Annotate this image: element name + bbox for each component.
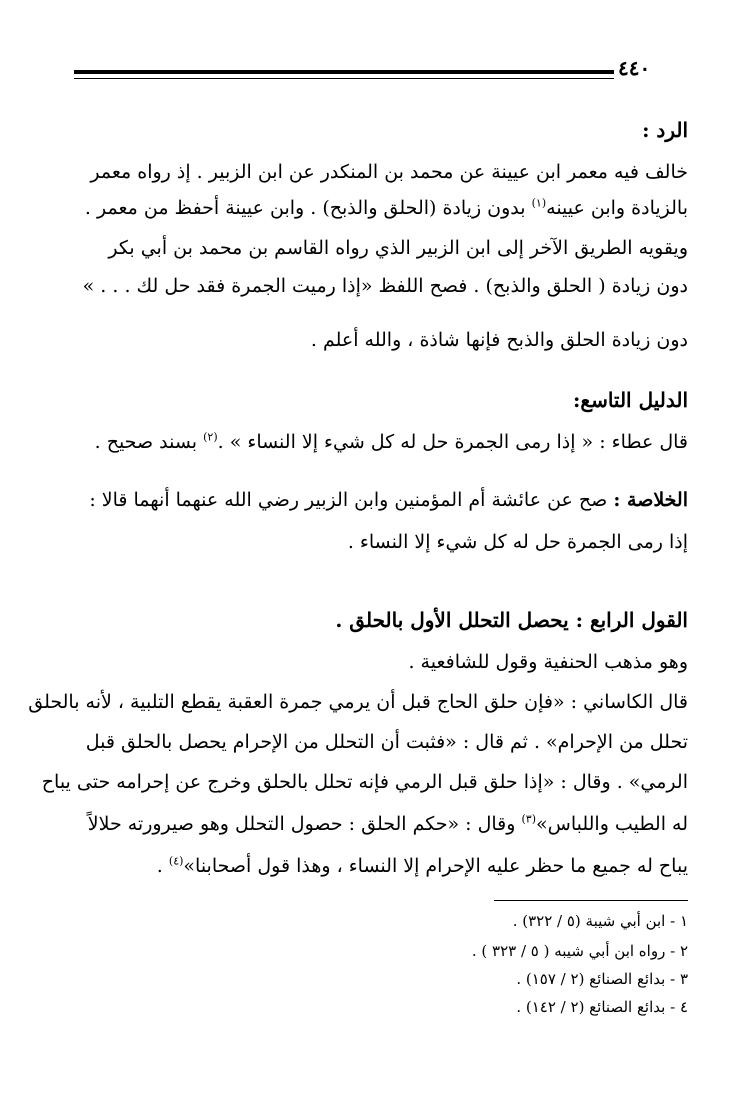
ninth-line	[68, 424, 688, 460]
fourth-line	[68, 806, 688, 842]
reply-heading: الرد :	[642, 118, 688, 142]
summary-line: إذا رمى الجمرة حل له كل شيء إلا النساء .	[347, 531, 688, 553]
reply-line	[68, 190, 688, 226]
fourth-line-part: وقال : «حكم الحلق : حصول التحلل وهو صيرورته حلالاً	[87, 813, 516, 835]
footnote-ref: (٣)	[521, 812, 537, 826]
fourth-line: وهو مذهب الحنفية وقول للشافعية .	[408, 651, 688, 673]
ninth-quote: قال عطاء : « إذا رمى الجمرة حل له كل شيء إلا النساء » .	[217, 431, 688, 453]
header-rule-thin	[74, 78, 614, 79]
fourth-heading: القول الرابع : يحصل التحلل الأول بالحلق .	[335, 608, 688, 632]
ninth-heading: الدليل التاسع:	[573, 388, 688, 412]
ninth-chain: بسند صحيح .	[94, 431, 198, 453]
fourth-line-part: يباح له جميع ما حظر عليه الإحرام إلا النساء ، وهذا قول أصحابنا»	[183, 855, 688, 877]
summary-text: صح عن عائشة أم المؤمنين وابن الزبير رضي الله عنهما أنهما قالا :	[89, 489, 608, 511]
footnote-rule	[494, 900, 688, 901]
fourth-line	[68, 848, 688, 884]
fourth-line: تحلل من الإحرام» . ثم قال : «فثبت أن التحلل من الإحرام يحصل بالحلق قبل	[85, 731, 688, 753]
end-dot: .	[156, 855, 163, 877]
reply-line: خالف فيه معمر ابن عيينة عن محمد بن المنكدر عن ابن الزبير . إذ رواه معمر	[90, 161, 688, 183]
footnote-ref: (٢)	[203, 430, 218, 444]
reply-line: ويقويه الطريق الآخر إلى ابن الزبير الذي رواه القاسم بن محمد بن أبي بكر	[108, 237, 688, 259]
reply-line-part: بدون زيادة (الحلق والذبح) . وابن عيينة أحفظ من معمر .	[84, 197, 526, 219]
footnote-item: ٢ - رواه ابن أبي شيبه ( ٥ / ٣٢٣ ) .	[471, 942, 688, 960]
page-number: ٤٤٠	[618, 56, 651, 80]
reply-line: دون زيادة الحلق والذبح فإنها شاذة ، والله أعلم .	[310, 329, 688, 351]
header-rule	[74, 70, 614, 74]
reply-line: دون زيادة ( الحلق والذبح) . فصح اللفظ «إذا رميت الجمرة فقد حل لك . . . »	[82, 275, 688, 297]
footnote-item: ٤ - بدائع الصنائع (٢ / ١٤٢) .	[516, 998, 688, 1016]
footnote-item: ١ - ابن أبي شيبة (٥ / ٣٢٢) .	[512, 912, 688, 930]
fourth-line: قال الكاساني : «فإن حلق الحاج قبل أن يرمي جمرة العقبة يقطع التلبية ، لأنه بالحلق	[28, 691, 688, 713]
footnote-ref: (٤)	[168, 854, 184, 868]
summary-line	[68, 482, 688, 518]
fourth-line-part: له الطيب واللباس»	[536, 813, 688, 835]
fourth-line: الرمي» . وقال : «إذا حلق قبل الرمي فإنه تحلل بالحلق وخرج عن إحرامه حتى يباح	[41, 771, 688, 793]
reply-line-part: بالزيادة وابن عيينه	[546, 197, 688, 219]
summary-label: الخلاصة :	[613, 489, 688, 511]
footnote-item: ٣ - بدائع الصنائع (٢ / ١٥٧) .	[516, 970, 688, 988]
footnote-ref: (١)	[531, 196, 547, 210]
